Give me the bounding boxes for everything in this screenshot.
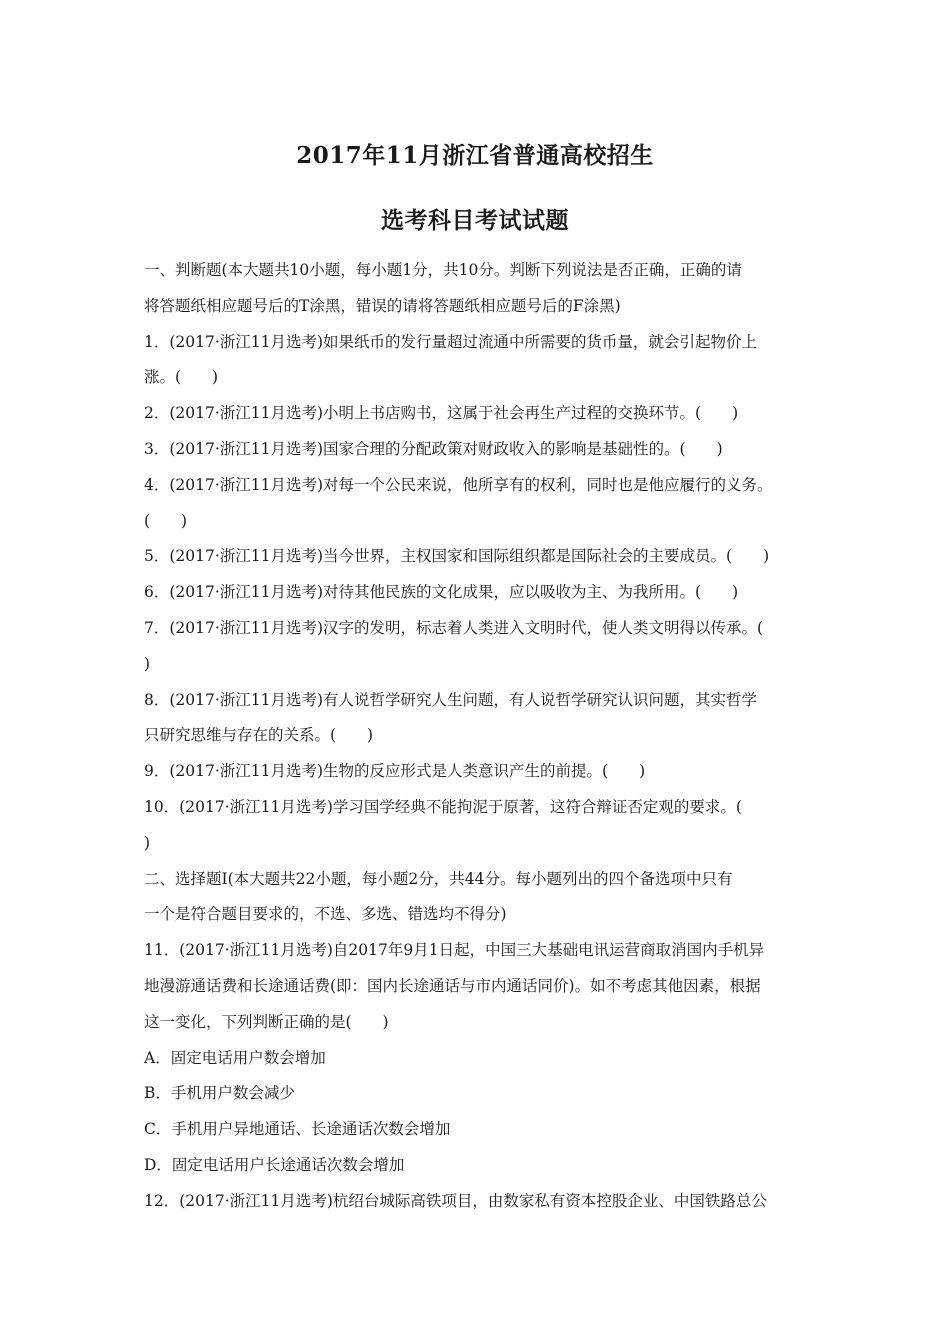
question-11-option-b: B．手机用户数会减少 <box>144 1084 295 1103</box>
question-3: 3．(2017·浙江11月选考)国家合理的分配政策对财政收入的影响是基础性的。( ) <box>144 439 723 458</box>
question-8-cont: 只研究思维与存在的关系。( ) <box>144 726 374 745</box>
section-one-heading: 一、判断题(本大题共10小题，每小题1分，共10分。判断下列说法是否正确，正确的请 <box>144 261 742 279</box>
document-title-line1: 2017年11月浙江省普通高校招生 <box>296 142 654 169</box>
question-5: 5．(2017·浙江11月选考)当今世界，主权国家和国际组织都是国际社会的主要成员。( ) <box>144 547 770 566</box>
document-body <box>144 253 824 1220</box>
question-6: 6．(2017·浙江11月选考)对待其他民族的文化成果，应以吸收为主、为我所用。( ) <box>144 583 739 602</box>
question-11-cont1: 地漫游通话费和长途通话费(即：国内长途通话与市内通话同价)。如不考虑其他因素，根据 <box>144 976 761 995</box>
document-title-line2: 选考科目考试试题 <box>381 207 569 234</box>
section-one-heading-cont: 将答题纸相应题号后的T涂黑，错误的请将答题纸相应题号后的F涂黑) <box>144 296 621 315</box>
question-7-cont: ) <box>144 654 151 673</box>
question-4: 4．(2017·浙江11月选考)对每一个公民来说，他所享有的权利，同时也是他应履行的义务。 <box>144 475 773 494</box>
question-9: 9．(2017·浙江11月选考)生物的反应形式是人类意识产生的前提。( ) <box>144 762 646 781</box>
question-11-option-c: C．手机用户异地通话、长途通话次数会增加 <box>144 1120 451 1139</box>
section-two-heading: 二、选择题Ⅰ(本大题共22小题，每小题2分，共44分。每小题列出的四个备选项中只有 <box>144 869 733 888</box>
question-10-cont: ) <box>144 833 151 852</box>
question-11: 11．(2017·浙江11月选考)自2017年9月1日起，中国三大基础电讯运营商取消国内手机异 <box>144 941 765 960</box>
question-11-option-a: A．固定电话用户数会增加 <box>144 1048 326 1067</box>
question-8: 8．(2017·浙江11月选考)有人说哲学研究人生问题，有人说哲学研究认识问题，其实哲学 <box>144 690 758 709</box>
question-11-cont2: 这一变化，下列判断正确的是( ) <box>144 1012 389 1031</box>
question-1-cont: 涨。( ) <box>144 368 219 387</box>
question-1: 1．(2017·浙江11月选考)如果纸币的发行量超过流通中所需要的货币量，就会引起物价上 <box>144 332 758 351</box>
section-two-heading-cont: 一个是符合题目要求的，不选、多选、错选均不得分) <box>144 905 507 924</box>
question-11-option-d: D．固定电话用户长途通话次数会增加 <box>144 1155 405 1174</box>
question-10: 10．(2017·浙江11月选考)学习国学经典不能拘泥于原著，这符合辩证否定观的要求。( <box>144 797 742 816</box>
question-2: 2．(2017·浙江11月选考)小明上书店购书，这属于社会再生产过程的交换环节。( ) <box>144 404 739 423</box>
question-12: 12．(2017·浙江11月选考)杭绍台城际高铁项目，由数家私有资本控股企业、中国铁路总公 <box>144 1191 767 1210</box>
question-7: 7．(2017·浙江11月选考)汉字的发明，标志着人类进入文明时代，使人类文明得以传承。( <box>144 618 764 637</box>
question-4-cont: ( ) <box>144 511 188 530</box>
